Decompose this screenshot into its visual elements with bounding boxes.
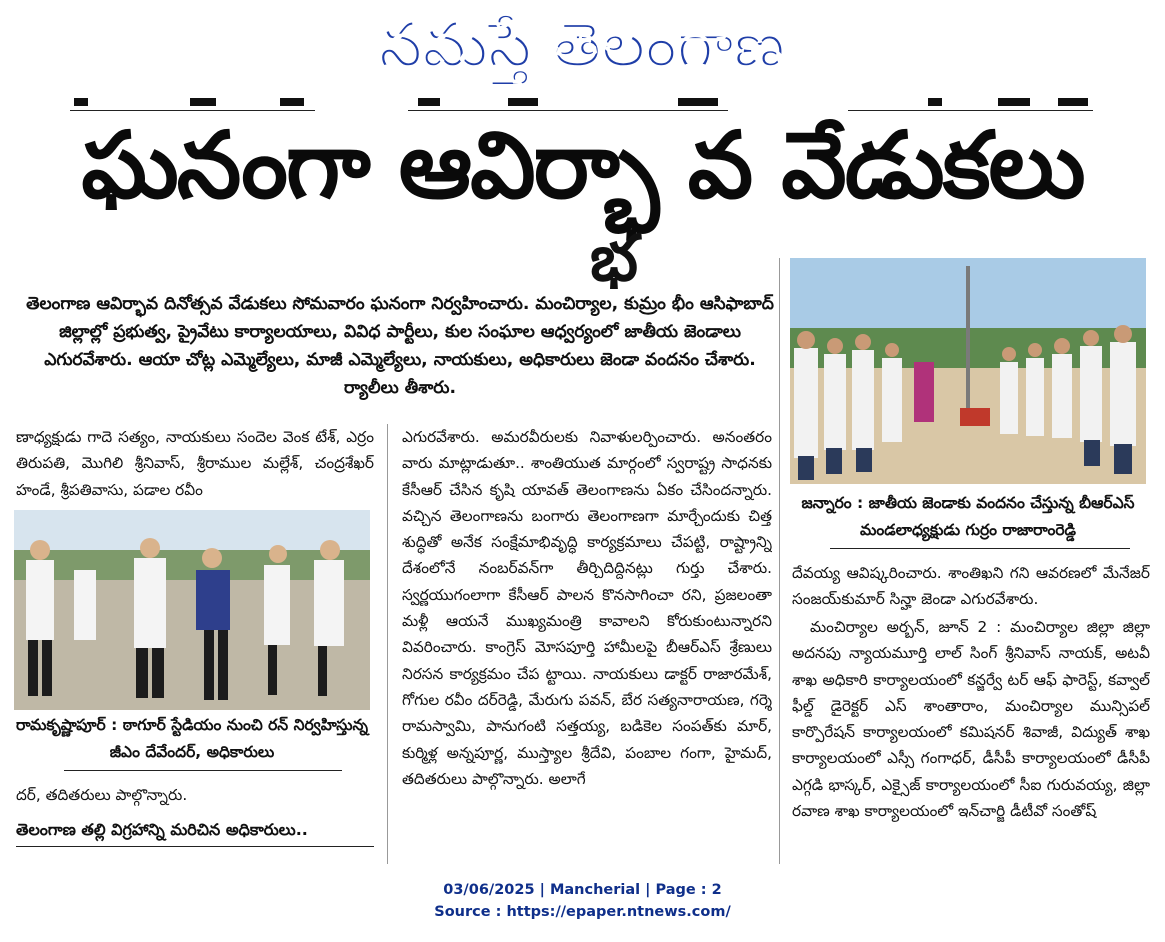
clipped-header-fragment-right	[848, 96, 1093, 112]
photo-jannaram-flag-salute	[790, 258, 1146, 484]
footer-date-edition: 03/06/2025 | Mancherial | Page : 2	[443, 882, 722, 898]
subhead-rule	[16, 846, 374, 847]
caption-rule	[64, 770, 342, 771]
column-2-text: ఎగురవేశారు. అమరవీరులకు నివాళులర్పించారు. అనంతరం వారు మాట్లాడుతూ.. శాంతియుత మార్గంలో స్వరాష్ట్ర సాధనకు కేసీఆర్ చేసిన కృషి యావత్ తెలంగాణను ఏకం చేసిందన్నారు. వచ్చిన తెలంగాణను బంగారు తెలంగాణగా మార్చేందుకు చిత్త శుద్ధితో అనేక సంక్షేమాభివృద్ధి కార్యక్రమాలు చేపట్టి, రాష్ట్రాన్ని దేశంలోనే నంబర్‌వన్‌గా తీర్చిదిద్దినట్లు గుర్తు చేశారు. స్వర్ణయుగంలాగా కేసీఆర్ పాలన కొనసాగించా రని, ప్రజలంతా మళ్లీ ఆయనే ముఖ్యమంత్రి కావాలని కోరుకుంటున్నారని వివరించారు. కాంగ్రెస్ మోసపూర్తి హామీలపై బీఆర్ఎస్ శ్రేణులు నిరసన కార్యక్రమం చేప ట్టాయి. నాయకులు డాక్టర్ రాజారమేశ్, గోగుల రవీం దర్‌రెడ్డి, మేరుగు పవన్, బేర సత్యనారాయణ, గర్శె రామస్వామి, పానుగంటి సత్తయ్య, బడికెల సంపత్‌కు మార్, కుర్మిళ్ల అన్నపూర్ణ, ముస్త్యాల శ్రీదేవి, పంబాల గంగా, హైమద్, తదితరులు పాల్గొన్నారు. అలాగే	[402, 428, 772, 788]
photo-caption-jannaram: జన్నారం : జాతీయ జెండాకు వందనం చేస్తున్న బీఆర్ఎస్ మండలాధ్యక్షుడు గుర్రం రాజారాంరెడ్డి	[801, 494, 1135, 539]
column-1-text: ణాధ్యక్షుడు గాదె సత్యం, నాయకులు సందెల వెంక టేశ్, ఎర్రం తిరుపతి, మొగిలి శ్రీనివాస్, శ్రీరాముల మల్లేశ్, చంద్రశేఖర్ హండే, శ్రీపతివాసు, పడాల రవీం	[16, 428, 374, 499]
masthead-title: నమస్తే తెలంగాణ	[378, 8, 786, 81]
headline: ఘనంగా ఆవిర్భా వ వేడుకలు	[81, 112, 1084, 219]
footer-source: Source : https://epaper.ntnews.com/	[434, 904, 731, 920]
masthead-logo	[0, 4, 1165, 84]
clipped-header-fragment-left	[70, 96, 315, 112]
column-divider-2	[779, 258, 780, 864]
column-1-closing: దర్, తదితరులు పాల్గొన్నారు.	[16, 786, 188, 804]
masthead	[0, 4, 1165, 84]
photo-ramakrishnapur-run	[14, 510, 370, 710]
column-divider-1	[387, 424, 388, 864]
photo-caption-ramakrishnapur: రామకృష్ణాపూర్ : ఠాగూర్ స్టేడియం నుంచి రన్ నిర్వహిస్తున్న జీఎం దేవేందర్, అధికారులు	[15, 716, 369, 761]
column-3-text: దేవయ్య ఆవిష్కరించారు. శాంతిఖని గని ఆవరణలో మేనేజర్ సంజయ్‌కుమార్ సిన్హా జెండా ఎగురవేశారు.	[792, 564, 1150, 609]
headline-subscript: భ	[590, 222, 638, 296]
column-3-text-mancherial: మంచిర్యాల అర్బన్, జూన్ 2 : మంచిర్యాల జిల్లా జిల్లా అదనపు న్యాయమూర్తి లాల్ సింగ్ శ్రీనివాస్ నాయక్, అటవీ శాఖ అధికారి కార్యాలయంలో కన్జర్వే టర్ ఆఫ్ ఫారెస్ట్, కవ్వాల్ ఫీల్డ్ డైరెక్టర్ ఎస్ శాంతారాం, మంచిర్యాల మున్సిపల్ కార్పొరేషన్ కార్యాలయంలో కమిషనర్ శివాజీ, విద్యుత్ శాఖ కార్యాలయంలో ఎస్సీ గంగాధర్, డీసీపీ కార్యాలయంలో డీసీపీ ఎగ్గడి భాస్కర్, ఎక్సైజ్ కార్యాలయంలో సీఐ గురువయ్య, జిల్లా రవాణ శాఖ కార్యాలయంలో ఇన్‌చార్జి డీటీవో సంతోష్	[792, 618, 1150, 821]
caption-rule-right	[830, 548, 1130, 549]
clipped-header-fragment-center	[408, 96, 728, 112]
lead-paragraph: తెలంగాణ ఆవిర్భావ దినోత్సవ వేడుకలు సోమవారం ఘనంగా నిర్వహించారు. మంచిర్యాల, కుమ్రం భీం ఆసిఫాబాద్ జిల్లాల్లో ప్రభుత్వ, ప్రైవేటు కార్యాలయాలు, వివిధ పార్టీలు, కుల సంఘాల ఆధ్వర్యంలో జాతీయ జెండాలు ఎగురవేశారు. ఆయా చోట్ల ఎమ్మెల్యేలు, మాజీ ఎమ్మెల్యేలు, నాయకులు, అధికారులు జెండా వందనం చేశారు. ర్యాలీలు తీశారు.	[26, 294, 774, 398]
column-1-subhead: తెలంగాణ తల్లి విగ్రహాన్ని మరిచిన అధికారులు..	[16, 820, 308, 839]
